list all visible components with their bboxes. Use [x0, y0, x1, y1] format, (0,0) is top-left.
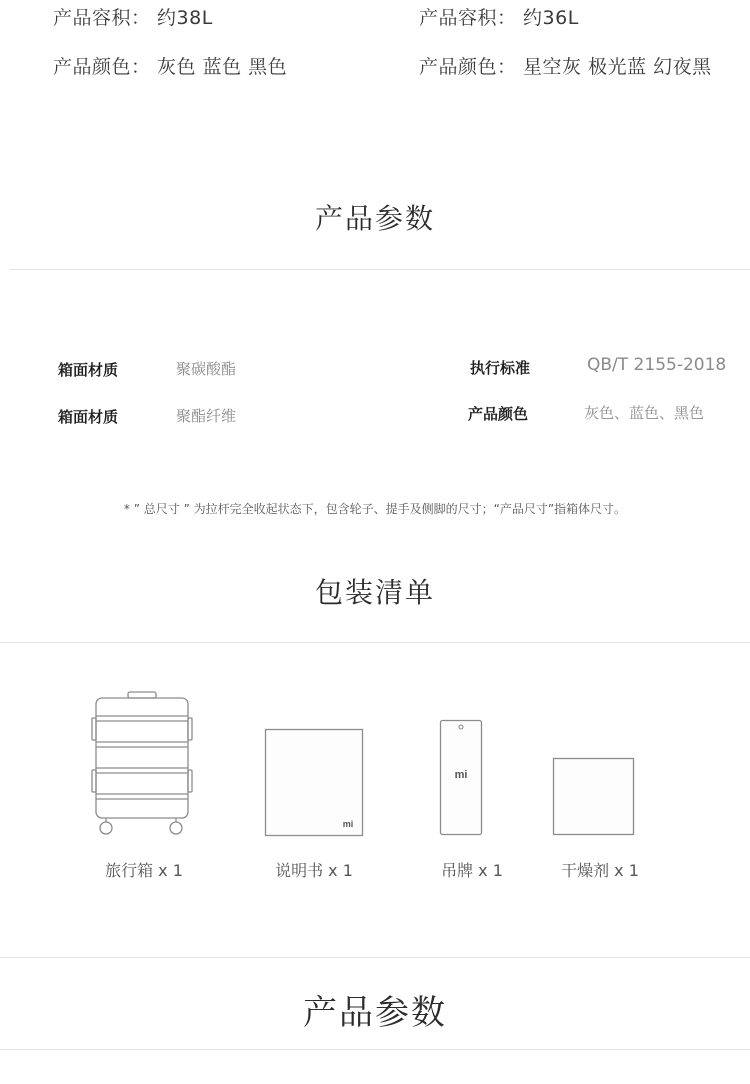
tag-brand-mark: mi	[454, 769, 468, 781]
manual-caption: 说明书 x 1	[275, 861, 353, 880]
suitcase-icon	[90, 690, 194, 838]
footer-divider-bottom	[0, 1049, 750, 1050]
params-section-title: 产品参数	[314, 202, 435, 235]
suitcase-caption: 旅行箱 x 1	[105, 861, 183, 880]
params-section-title-2: 产品参数	[303, 993, 447, 1033]
param-row1-value-right: QB/T 2155-2018	[587, 355, 727, 375]
footer-divider-top	[0, 957, 750, 958]
param-row1-value-left: 聚碳酸酯	[176, 360, 237, 378]
size-note: * ” 总尺寸 ” 为拉杆完全收起状态下，包含轮子、提手及侧脚的尺寸；“产品尺寸”指箱体尺寸。	[123, 502, 627, 516]
left-capacity-text: 产品容积： 约38L	[53, 7, 213, 29]
tag-caption: 吊牌 x 1	[441, 861, 503, 880]
param-row2-value-left: 聚酯纤维	[176, 407, 237, 425]
right-capacity-text: 产品容积： 约36L	[419, 7, 579, 29]
param-row2-label-left: 箱面材质	[58, 408, 119, 426]
manual-brand-mark: mi	[342, 819, 354, 829]
param-row2-value-right: 灰色、蓝色、黑色	[584, 404, 705, 422]
param-row2-label-right: 产品颜色	[468, 405, 529, 423]
param-row1-label-right: 执行标准	[470, 359, 531, 377]
params-divider	[10, 269, 750, 270]
manual-icon	[264, 728, 364, 838]
param-row1-label-left: 箱面材质	[58, 361, 119, 379]
desiccant-icon	[552, 757, 636, 837]
left-color-text: 产品颜色： 灰色 蓝色 黑色	[53, 56, 288, 78]
tag-icon	[439, 719, 485, 837]
package-section-title: 包装清单	[314, 576, 435, 609]
desiccant-caption: 干燥剂 x 1	[561, 861, 639, 880]
right-color-text: 产品颜色： 星空灰 极光蓝 幻夜黑	[419, 56, 712, 78]
package-divider	[0, 642, 750, 643]
